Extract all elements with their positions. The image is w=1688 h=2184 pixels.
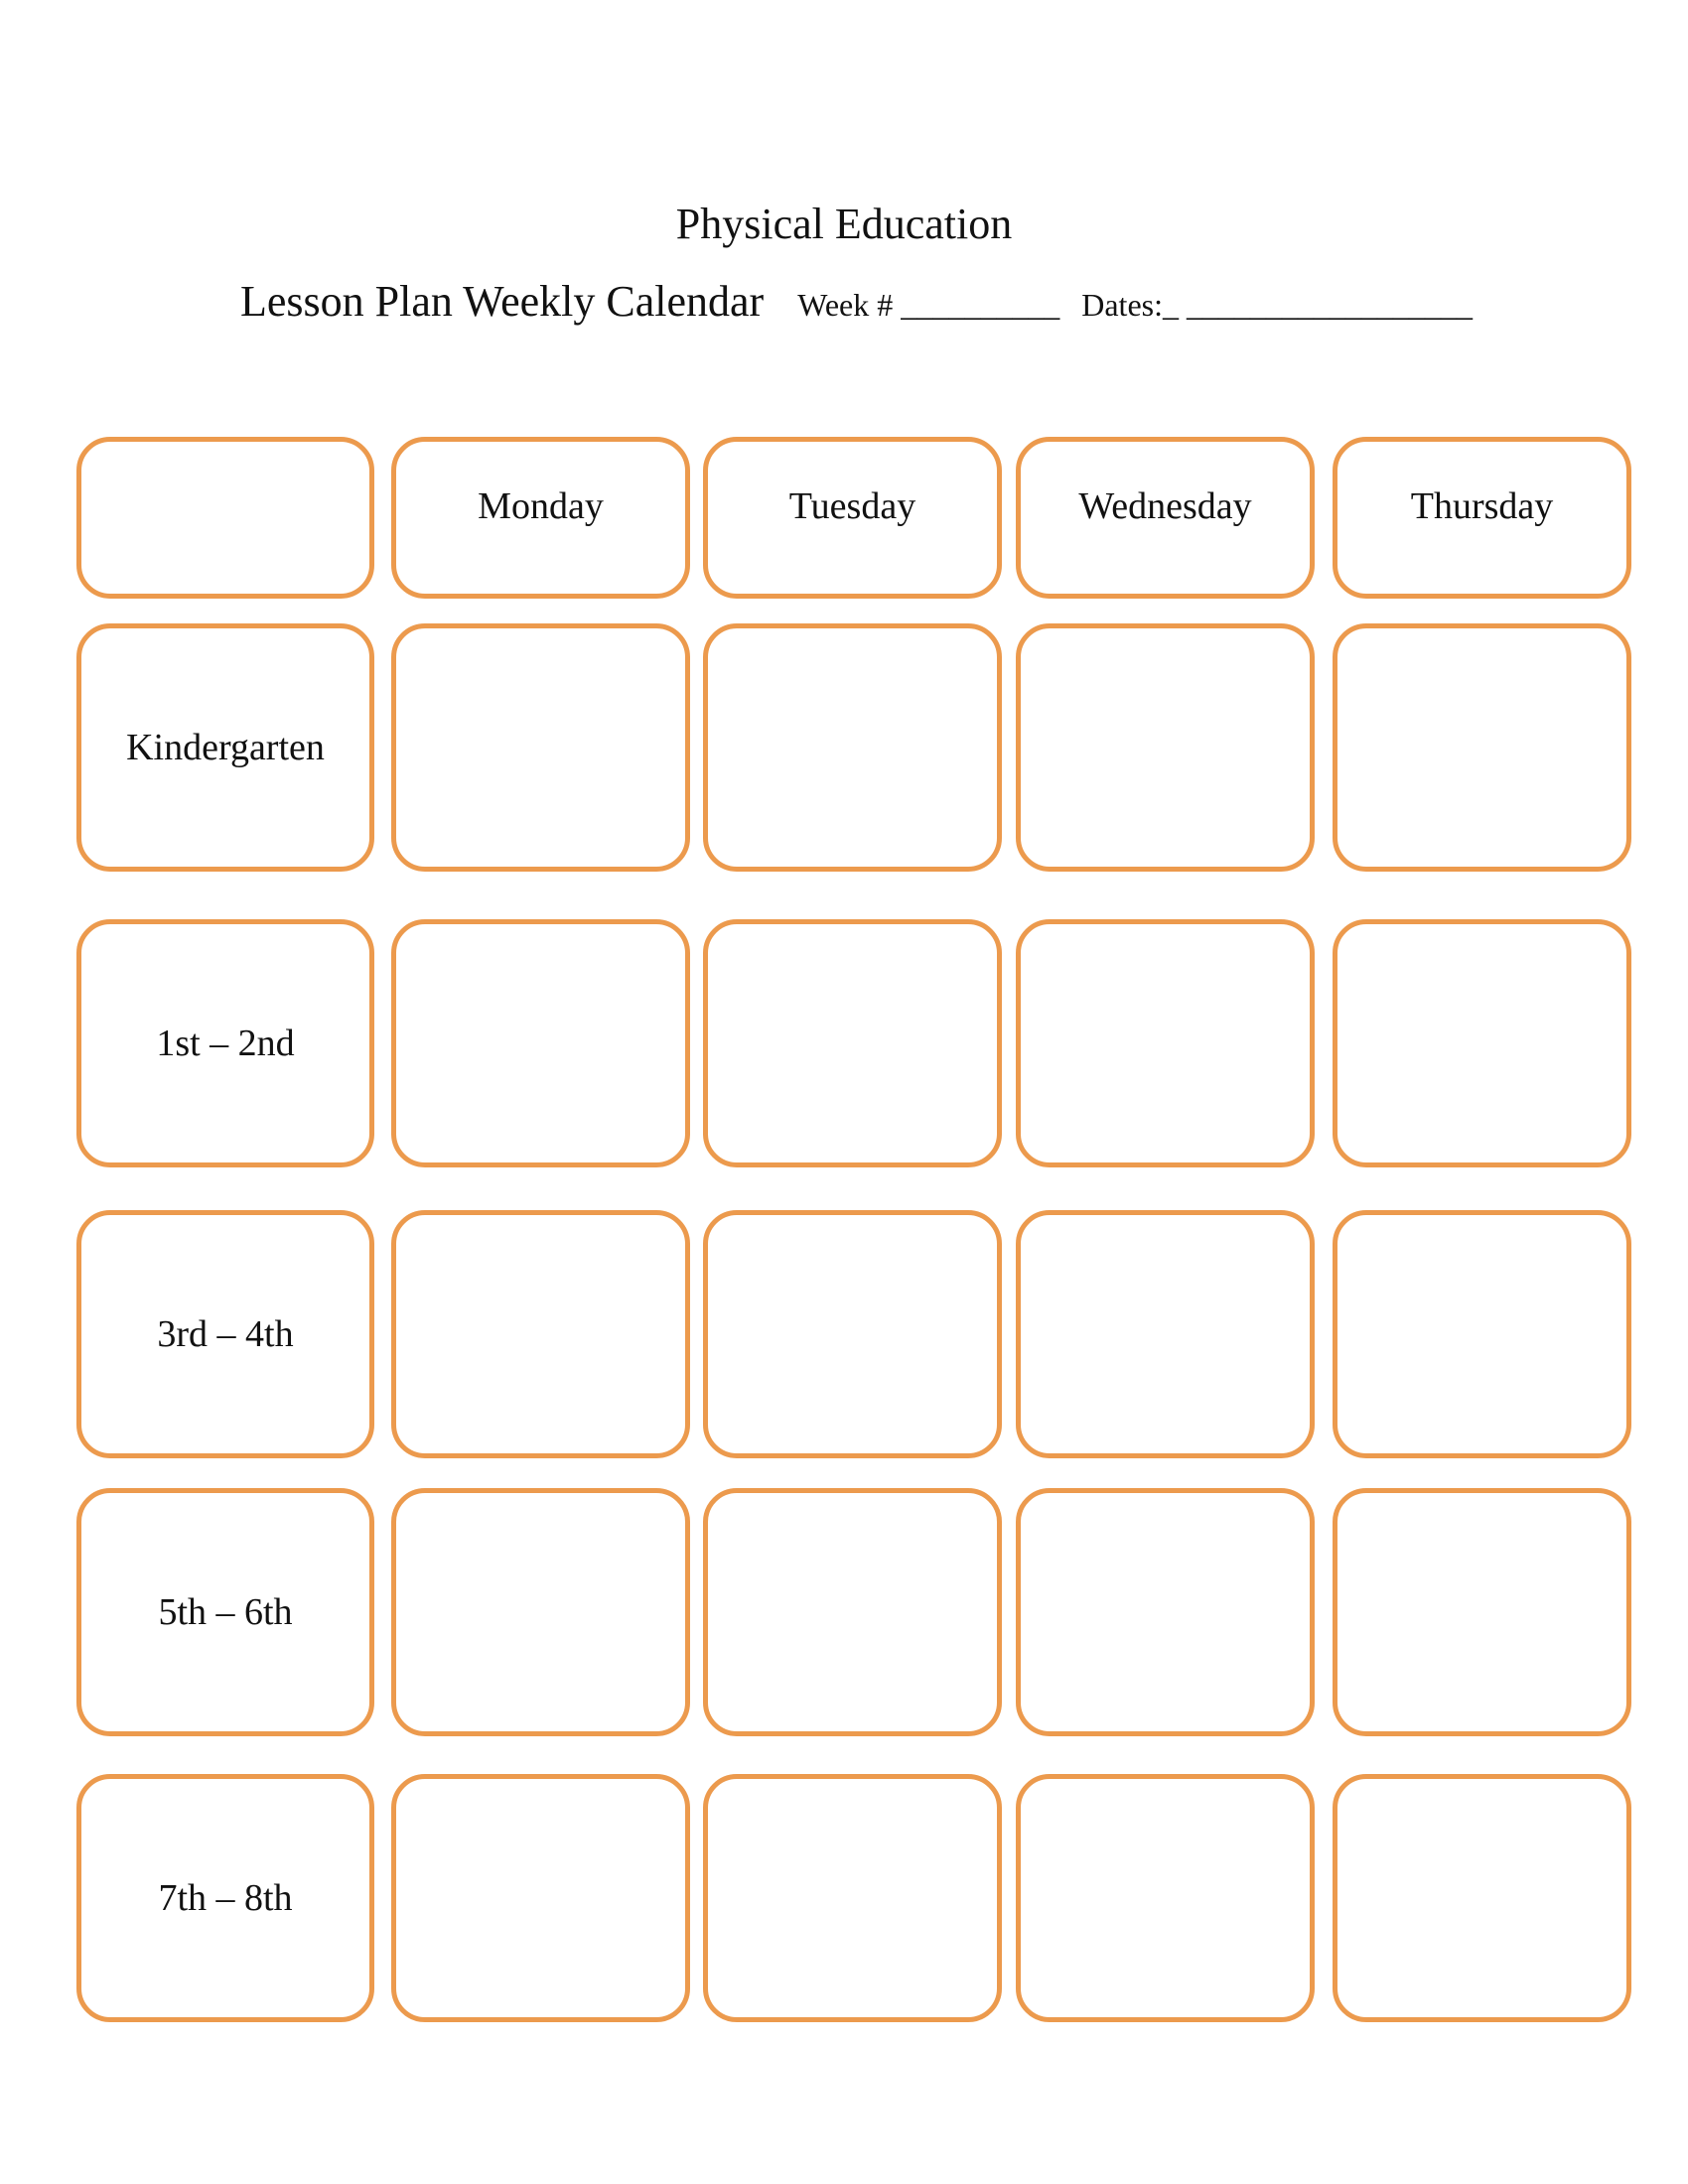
plan-cell-5th-6th-tuesday[interactable] bbox=[703, 1488, 1002, 1736]
grade-label-kindergarten bbox=[76, 623, 374, 872]
day-header-tuesday bbox=[703, 437, 1002, 599]
page-title: Physical Education bbox=[675, 200, 1013, 248]
plan-cell-3rd-4th-monday[interactable] bbox=[391, 1210, 690, 1458]
plan-cell-1st-2nd-wednesday[interactable] bbox=[1016, 919, 1315, 1167]
day-header-monday bbox=[391, 437, 690, 599]
grade-label: Kindergarten bbox=[126, 727, 325, 768]
day-label: Tuesday bbox=[788, 484, 916, 527]
plan-cell-7th-8th-monday[interactable] bbox=[391, 1774, 690, 2022]
day-label: Monday bbox=[478, 484, 604, 527]
plan-cell-3rd-4th-thursday[interactable] bbox=[1333, 1210, 1631, 1458]
dates-blank[interactable]: __________________ bbox=[1186, 287, 1473, 323]
calendar-subtitle: Lesson Plan Weekly Calendar bbox=[240, 277, 765, 326]
week-label: Week # bbox=[797, 287, 894, 323]
plan-cell-5th-6th-wednesday[interactable] bbox=[1016, 1488, 1315, 1736]
corner-cell bbox=[76, 437, 374, 599]
day-header-wednesday bbox=[1016, 437, 1315, 599]
plan-cell-1st-2nd-thursday[interactable] bbox=[1333, 919, 1631, 1167]
grade-label-3rd-4th bbox=[76, 1210, 374, 1458]
grade-label: 1st – 2nd bbox=[156, 1023, 295, 1064]
grade-label: 3rd – 4th bbox=[157, 1313, 294, 1355]
plan-cell-3rd-4th-tuesday[interactable] bbox=[703, 1210, 1002, 1458]
plan-cell-kindergarten-monday[interactable] bbox=[391, 623, 690, 872]
plan-cell-kindergarten-thursday[interactable] bbox=[1333, 623, 1631, 872]
day-label: Wednesday bbox=[1078, 484, 1252, 527]
plan-cell-3rd-4th-wednesday[interactable] bbox=[1016, 1210, 1315, 1458]
day-header-thursday bbox=[1333, 437, 1631, 599]
plan-cell-kindergarten-wednesday[interactable] bbox=[1016, 623, 1315, 872]
plan-cell-1st-2nd-monday[interactable] bbox=[391, 919, 690, 1167]
grade-label-7th-8th bbox=[76, 1774, 374, 2022]
plan-cell-1st-2nd-tuesday[interactable] bbox=[703, 919, 1002, 1167]
plan-cell-7th-8th-wednesday[interactable] bbox=[1016, 1774, 1315, 2022]
plan-cell-5th-6th-monday[interactable] bbox=[391, 1488, 690, 1736]
plan-cell-7th-8th-tuesday[interactable] bbox=[703, 1774, 1002, 2022]
plan-cell-7th-8th-thursday[interactable] bbox=[1333, 1774, 1631, 2022]
day-label: Thursday bbox=[1410, 484, 1554, 527]
grade-label-1st-2nd bbox=[76, 919, 374, 1167]
grade-label-5th-6th bbox=[76, 1488, 374, 1736]
week-number-blank[interactable]: __________ bbox=[901, 287, 1060, 323]
plan-cell-kindergarten-tuesday[interactable] bbox=[703, 623, 1002, 872]
plan-cell-5th-6th-thursday[interactable] bbox=[1333, 1488, 1631, 1736]
subtitle-row bbox=[240, 272, 1473, 332]
dates-label: Dates:_ bbox=[1081, 287, 1179, 323]
grade-label: 5th – 6th bbox=[158, 1591, 293, 1633]
grade-label: 7th – 8th bbox=[158, 1877, 293, 1919]
